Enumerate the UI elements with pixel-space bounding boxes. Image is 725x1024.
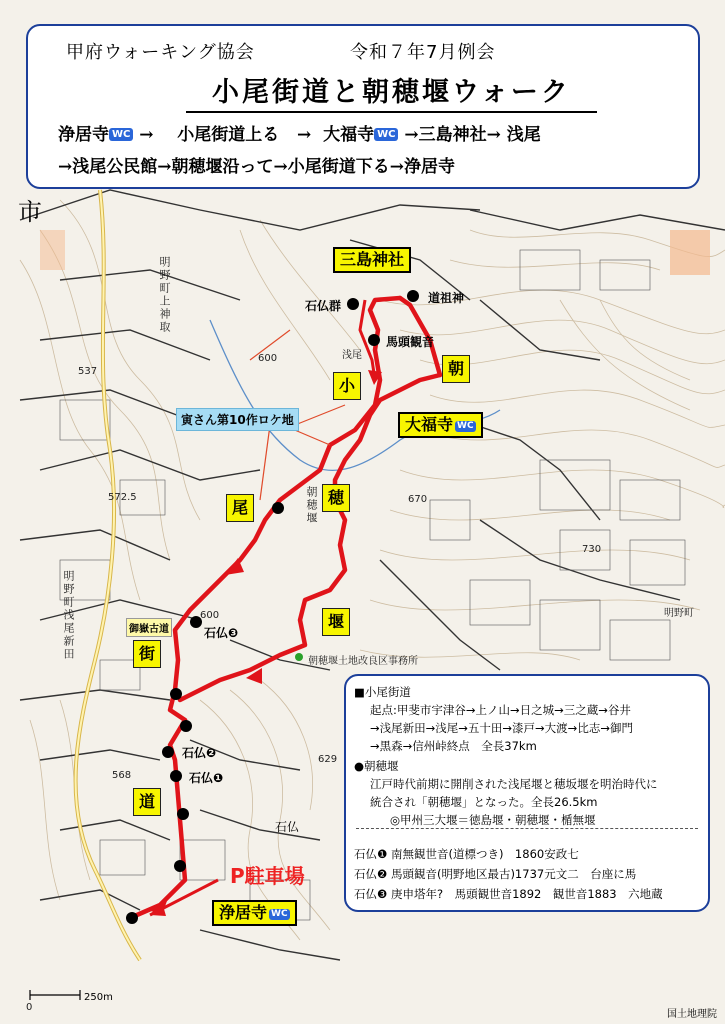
label-akeno-town: 明野町 [664,608,694,619]
info-sekibutsu-1: 石仏❶ 南無観世音(道標つき) 1860安政七 [354,847,579,861]
route-stop-mishima-asao: →三島神社→ 浅尾 [404,125,541,145]
label-sekibutsu-3: 石仏❸ [204,626,239,640]
organization-name: 甲府ウォーキング協会 [66,42,255,63]
info-obi-title: ■小尾街道 [354,685,411,699]
route-char-cho: 朝 [442,355,470,383]
info-obi-line-1: 起点:甲斐市宇津谷→上ノ山→日之城→三之蔵→谷井 [370,703,631,717]
label-tora-location: 寅さん第10作ロケ地 [176,408,299,431]
label-asaho-canal: 朝穂堰 [305,486,318,525]
wc-icon: WC [374,128,398,141]
route-arrow: → [297,125,312,145]
joukyoji-text: 浄居寺 [219,903,268,922]
daifukuji-text: 大福寺 [405,415,454,434]
route-stop-joukyoji: 浄居寺 [58,125,109,145]
route-char-ho: 穂 [322,484,350,512]
elevation-537: 537 [78,366,98,377]
page-title: 小尾街道と朝穂堰ウォーク [186,70,597,113]
city-mark: 市 [18,198,42,226]
label-parking: P駐車場 [230,864,305,888]
elevation-670: 670 [408,494,428,505]
route-char-bi: 尾 [226,494,254,522]
label-joukyoji [212,900,297,926]
label-asao: 浅尾 [342,350,362,361]
label-mishima-shrine: 三島神社 [333,247,411,273]
elevation-629: 629 [318,754,338,765]
label-sekibutsu-2: 石仏❷ [182,746,217,760]
route-line-2: →浅尾公民館→朝穂堰沿って→小尾街道下る→浄居寺 [58,157,455,177]
label-batou-kannon: 馬頭観音 [386,335,435,349]
label-dousojin: 道祖神 [428,291,465,305]
event-name: 令和７年7月例会 [350,42,496,63]
info-sekibutsu-2: 石仏❷ 馬頭観音(明野地区最古)1737元文二 台座に馬 [354,867,637,881]
info-obi-line-3: →黒森→信州峠終点 全長37km [370,739,537,753]
route-arrow: → [139,125,154,145]
label-office: 朝穂堰土地改良区事務所 [308,656,418,667]
wc-icon: WC [457,421,474,431]
label-mitake-kodo: 御嶽古道 [126,618,172,637]
elevation-568: 568 [112,770,132,781]
route-char-o: 小 [333,372,361,400]
info-panel [344,674,710,912]
label-daifukuji [398,412,483,438]
label-sekibutsu-gun: 石仏群 [305,299,342,313]
info-asaho-title: ●朝穂堰 [354,759,399,773]
label-akeno-asao-shinden: 明野町浅尾新田 [62,570,75,661]
divider [356,828,698,829]
info-obi-line-2: →浅尾新田→浅尾→五十田→漆戸→大渡→比志→御門 [370,721,633,735]
route-stop-daifukuji: 大福寺 [323,125,375,145]
route-char-dou: 道 [133,788,161,816]
route-char-seki: 堰 [322,608,350,636]
scale-label: 250m [84,992,113,1003]
label-sekibutsu-plain: 石仏 [275,820,300,834]
info-sekibutsu-3: 石仏❸ 庚申塔年? 馬頭観世音1892 観世音1883 六地蔵 [354,887,663,901]
elevation-600-b: 600 [200,610,220,621]
label-akeno-kamikandori: 明野町上神取 [158,256,171,334]
elevation-572-5: 572.5 [108,492,137,503]
wc-icon: WC [109,128,133,141]
route-line-1 [58,120,541,145]
scale-zero: 0 [26,1002,33,1013]
wc-icon: WC [271,909,288,919]
elevation-600-a: 600 [258,353,278,364]
gsi-credit: 国土地理院 [667,1009,717,1020]
info-asaho-line-2: 統合され「朝穂堰」となった。全長26.5km [370,795,598,809]
info-asaho-line-3: ◎甲州三大堰＝徳島堰・朝穂堰・楯無堰 [390,813,596,827]
header-panel [26,24,700,189]
route-stop-obi-up: 小尾街道上る [177,125,280,145]
label-sekibutsu-1: 石仏❶ [189,771,224,785]
info-asaho-line-1: 江戸時代前期に開削された浅尾堰と穂坂堰を明治時代に [370,777,658,791]
elevation-730: 730 [582,544,602,555]
route-char-kai: 街 [133,640,161,668]
